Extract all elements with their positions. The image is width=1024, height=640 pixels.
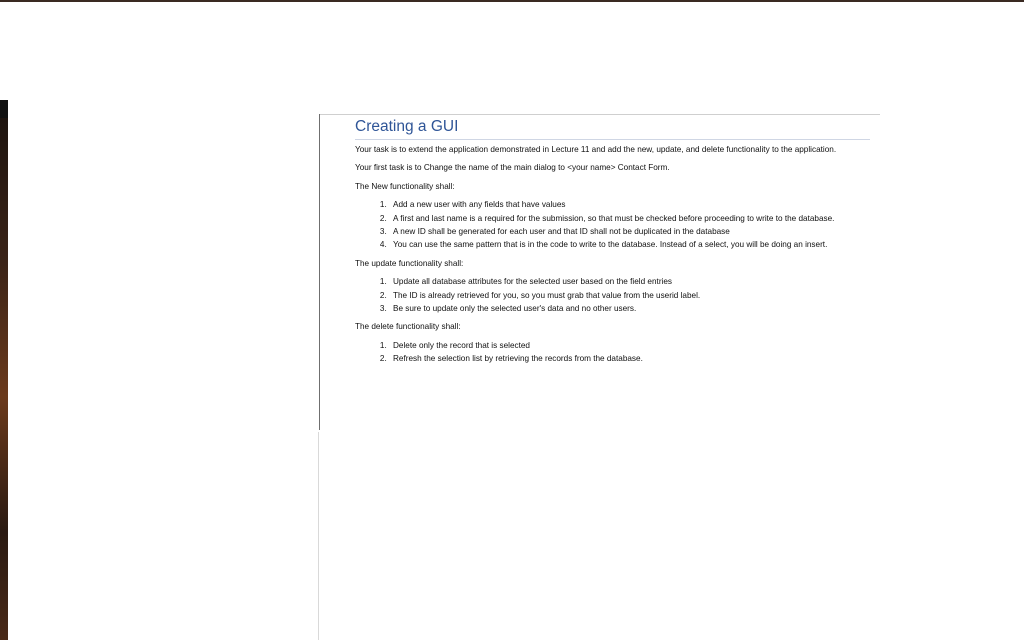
top-window-edge	[0, 0, 1024, 2]
update-functionality-heading: The update functionality shall:	[355, 258, 464, 268]
intro-paragraph: Your task is to extend the application demonstrated in Lecture 11 and add the new, update, and delete functionality to the application.	[355, 145, 837, 154]
new-functionality-heading: The New functionality shall:	[355, 181, 455, 191]
list-item: 1. Update all database attributes for the selected user based on the field entries	[389, 275, 870, 288]
list-item: 3. A new ID shall be generated for each user and that ID shall not be duplicated in the database	[389, 225, 870, 238]
document-page	[355, 116, 870, 371]
wallpaper-cap	[0, 100, 8, 118]
delete-functionality-heading: The delete functionality shall:	[355, 322, 461, 332]
list-item: 1. Delete only the record that is selected	[389, 339, 870, 352]
page-top-border	[320, 114, 880, 115]
list-item: 4. You can use the same pattern that is in the code to write to the database. Instead of a select, you will be doing an insert.	[389, 238, 870, 251]
page-left-border	[319, 114, 320, 430]
page-left-border-lower	[318, 432, 319, 640]
list-item: 2. A first and last name is a required for the submission, so that must be checked before proceeding to write to the database.	[389, 212, 870, 225]
update-functionality-list	[355, 275, 870, 315]
document-title: Creating a GUI	[355, 116, 870, 140]
delete-functionality-list	[355, 339, 870, 366]
background-wallpaper-strip	[0, 100, 8, 640]
list-item: 2. The ID is already retrieved for you, so you must grab that value from the userid label.	[389, 289, 870, 302]
list-item: 3. Be sure to update only the selected user's data and no other users.	[389, 302, 870, 315]
new-functionality-list	[355, 198, 870, 252]
list-item: 1. Add a new user with any fields that have values	[389, 198, 870, 211]
first-task-paragraph: Your first task is to Change the name of the main dialog to <your name> Contact Form.	[355, 163, 670, 173]
list-item: 2. Refresh the selection list by retrieving the records from the database.	[389, 352, 870, 365]
